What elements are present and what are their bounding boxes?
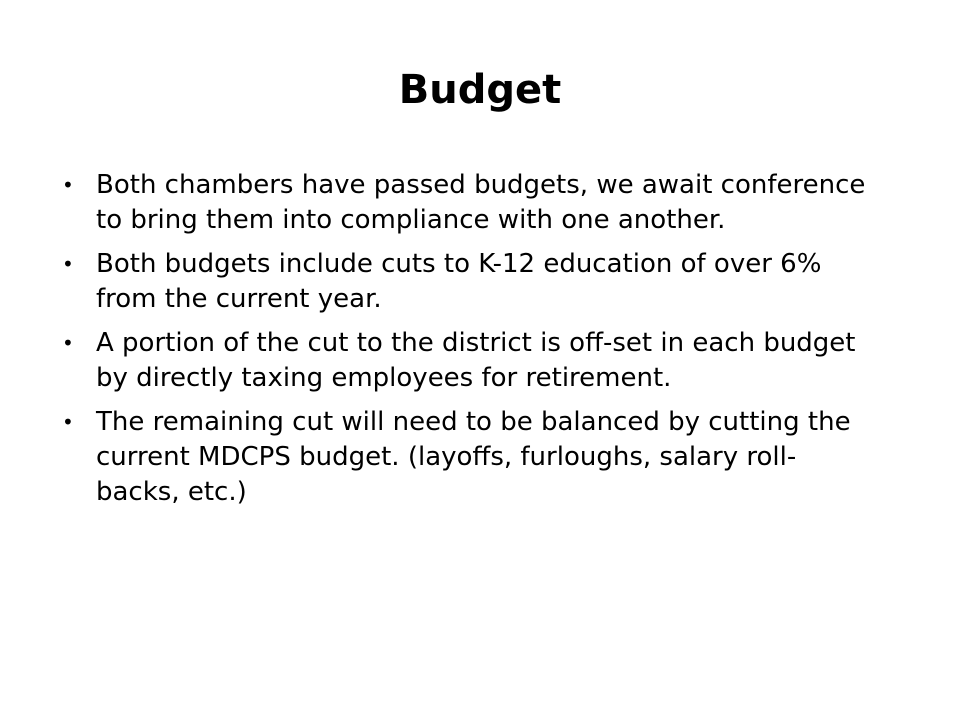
bullet-list <box>56 168 866 519</box>
slide-title: Budget <box>398 67 562 113</box>
bullet-item-2 <box>56 247 866 317</box>
bullet-dot-icon: • <box>62 173 74 197</box>
bullet-dot-icon: • <box>62 410 74 434</box>
bullet-text: A portion of the cut to the district is off-set in each budget by directly taxing employees for retirement. <box>96 328 856 393</box>
bullet-dot-icon: • <box>62 252 74 276</box>
bullet-text: The remaining cut will need to be balanced by cutting the current MDCPS budget. (layoffs, furloughs, salary roll-backs, etc.) <box>96 407 851 507</box>
bullet-text: Both chambers have passed budgets, we await conference to bring them into compliance with one another. <box>96 170 866 235</box>
bullet-item-4 <box>56 405 866 510</box>
bullet-text: Both budgets include cuts to K-12 education of over 6% from the current year. <box>96 249 822 314</box>
bullet-item-3 <box>56 326 866 396</box>
bullet-dot-icon: • <box>62 331 74 355</box>
bullet-item-1 <box>56 168 866 238</box>
